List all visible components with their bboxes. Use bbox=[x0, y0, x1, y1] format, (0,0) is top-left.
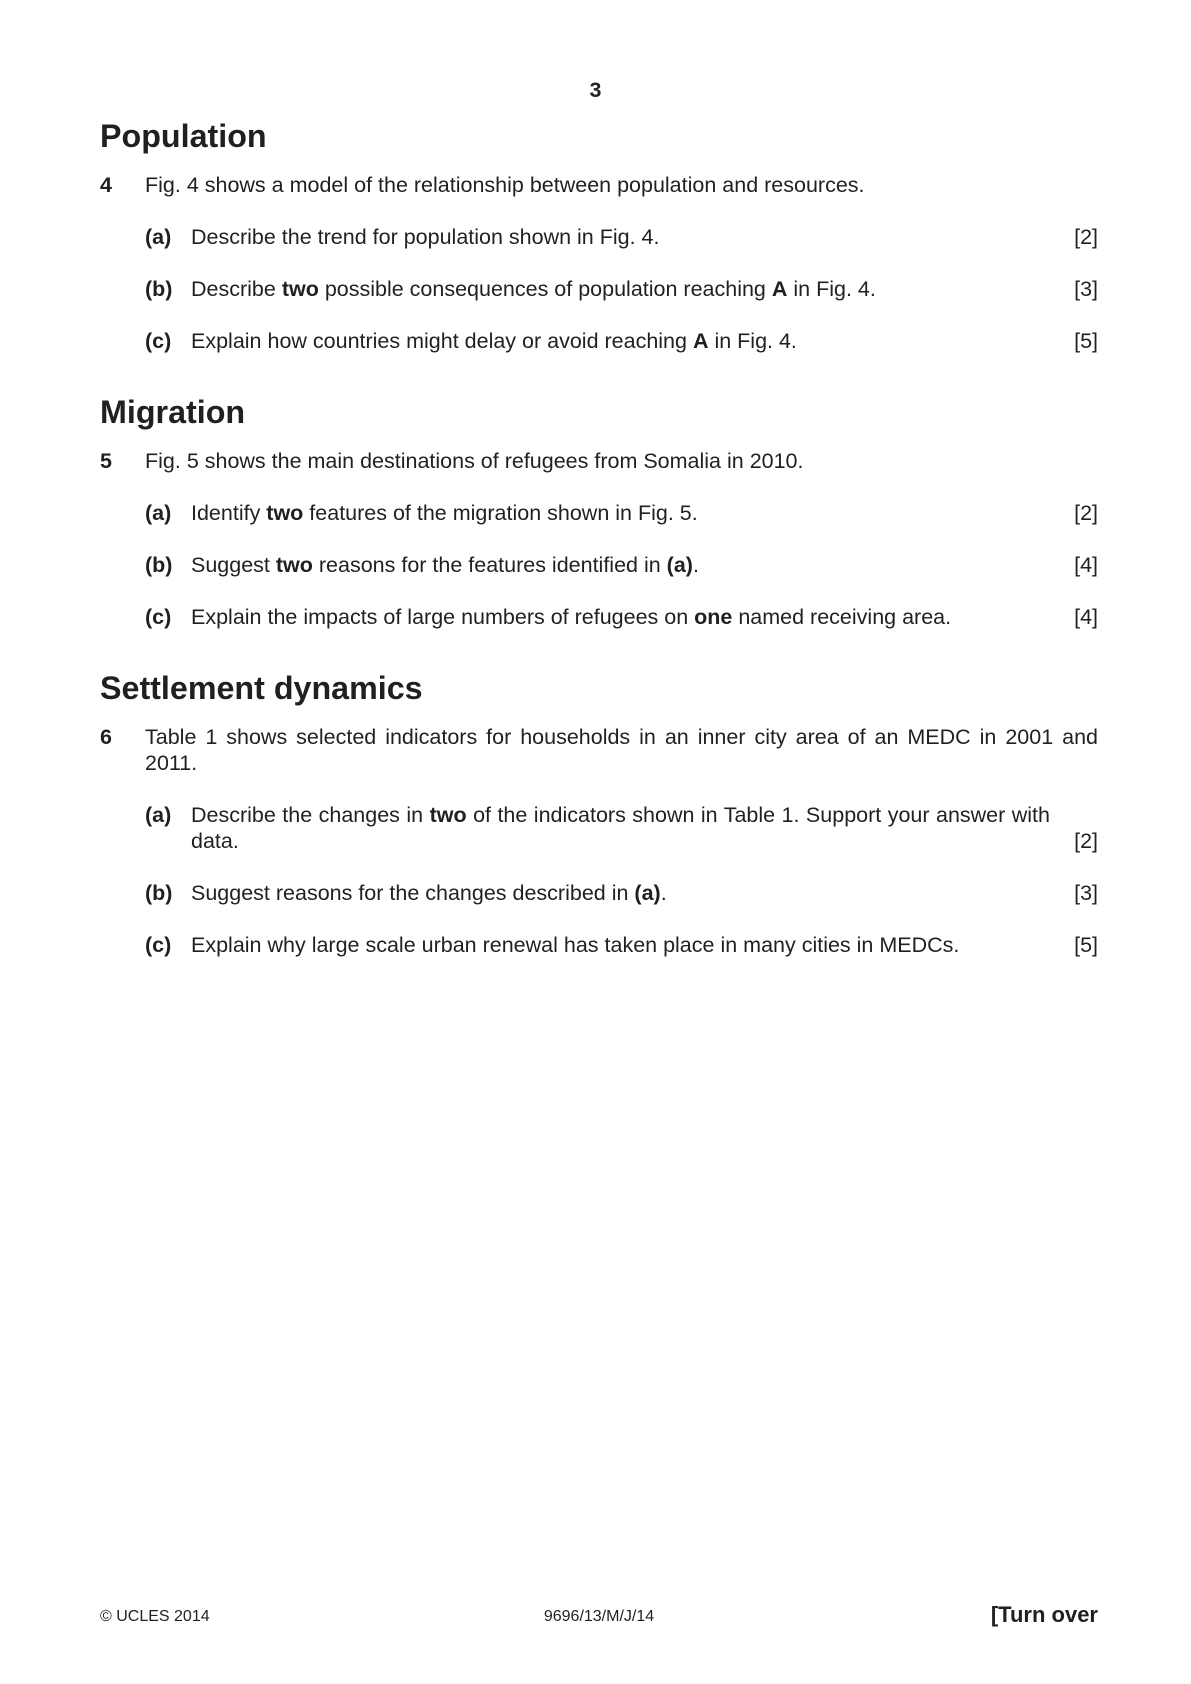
question-number: 6 bbox=[100, 725, 112, 749]
question-part bbox=[145, 802, 1098, 854]
part-text-emphasis: two bbox=[281, 277, 319, 301]
turn-over: [Turn over bbox=[990, 1602, 1098, 1627]
paper-code: 9696/13/M/J/14 bbox=[543, 1608, 655, 1625]
part-text-emphasis: two bbox=[275, 553, 313, 577]
part-text bbox=[191, 880, 1098, 906]
part-label: (c) bbox=[145, 329, 172, 353]
part-text-segment: Identify bbox=[191, 501, 267, 525]
part-text-emphasis: (a) bbox=[634, 881, 661, 905]
section-population bbox=[100, 118, 1098, 354]
question-part bbox=[145, 880, 1098, 906]
part-text-emphasis: two bbox=[266, 501, 304, 525]
part-text-segment: Explain how countries might delay or avoid reaching bbox=[191, 329, 693, 353]
question-content bbox=[100, 118, 1098, 1002]
question-part bbox=[145, 328, 1098, 354]
part-text-segment: Explain why large scale urban renewal has taken place in many cities in MEDCs. bbox=[191, 933, 960, 957]
question-4 bbox=[100, 172, 1098, 198]
page-number: 3 bbox=[589, 78, 602, 102]
section-migration bbox=[100, 394, 1098, 630]
part-label: (b) bbox=[145, 277, 173, 301]
marks: [2] bbox=[1074, 225, 1098, 249]
section-heading: Population bbox=[100, 118, 267, 154]
part-text bbox=[191, 276, 1098, 302]
question-intro: Fig. 5 shows the main destinations of refugees from Somalia in 2010. bbox=[145, 449, 804, 473]
question-6 bbox=[100, 724, 1098, 776]
marks: [5] bbox=[1074, 329, 1098, 353]
part-text bbox=[191, 500, 1098, 526]
marks: [2] bbox=[1074, 829, 1098, 853]
part-text-segment: in Fig. 4. bbox=[787, 277, 876, 301]
part-text-segment: possible consequences of population reaching bbox=[318, 277, 772, 301]
question-part bbox=[145, 500, 1098, 526]
part-text bbox=[191, 802, 1098, 854]
part-text-segment: Explain the impacts of large numbers of refugees on bbox=[191, 605, 695, 629]
part-text-emphasis: one bbox=[694, 605, 733, 629]
part-text bbox=[191, 224, 1098, 250]
part-text-segment: features of the migration shown in Fig. 5. bbox=[303, 501, 698, 525]
question-part bbox=[145, 224, 1098, 250]
copyright: © UCLES 2014 bbox=[100, 1608, 210, 1625]
part-text-segment: . bbox=[660, 881, 667, 905]
page-footer bbox=[100, 1600, 1098, 1630]
part-text-emphasis: (a) bbox=[666, 553, 693, 577]
part-text-segment: Suggest bbox=[191, 553, 276, 577]
part-text bbox=[191, 328, 1098, 354]
part-text-emphasis: A bbox=[692, 329, 709, 353]
question-number: 5 bbox=[100, 449, 112, 473]
part-text-segment: named receiving area. bbox=[732, 605, 952, 629]
part-text-segment: in Fig. 4. bbox=[708, 329, 797, 353]
section-heading: Settlement dynamics bbox=[100, 670, 423, 706]
question-intro: Fig. 4 shows a model of the relationship between population and resources. bbox=[145, 173, 865, 197]
question-part bbox=[145, 932, 1098, 958]
marks: [4] bbox=[1074, 605, 1098, 629]
question-5 bbox=[100, 448, 1098, 474]
question-part bbox=[145, 552, 1098, 578]
part-text-segment: of the indicators shown in Table 1. Support your answer with data. bbox=[191, 803, 1050, 853]
part-text-segment: reasons for the features identified in bbox=[312, 553, 667, 577]
question-intro: Table 1 shows selected indicators for households in an inner city area of an MEDC in 2001 and 2011. bbox=[145, 725, 1098, 775]
part-text-segment: Describe the trend for population shown in Fig. 4. bbox=[191, 225, 660, 249]
section-settlement-dynamics bbox=[100, 670, 1098, 958]
part-label: (a) bbox=[145, 501, 172, 525]
part-text bbox=[191, 552, 1098, 578]
marks: [3] bbox=[1074, 277, 1098, 301]
part-text-segment: . bbox=[692, 553, 699, 577]
part-text-emphasis: two bbox=[429, 803, 467, 827]
question-part bbox=[145, 276, 1098, 302]
part-label: (c) bbox=[145, 933, 172, 957]
marks: [5] bbox=[1074, 933, 1098, 957]
marks: [2] bbox=[1074, 501, 1098, 525]
marks: [3] bbox=[1074, 881, 1098, 905]
part-label: (b) bbox=[145, 881, 173, 905]
part-label: (a) bbox=[145, 803, 172, 827]
section-heading: Migration bbox=[100, 394, 246, 430]
part-text bbox=[191, 604, 1098, 630]
part-label: (b) bbox=[145, 553, 173, 577]
question-number: 4 bbox=[100, 173, 112, 197]
part-label: (a) bbox=[145, 225, 172, 249]
part-text-segment: Describe the changes in bbox=[191, 803, 430, 827]
part-text-emphasis: A bbox=[771, 277, 788, 301]
marks: [4] bbox=[1074, 553, 1098, 577]
part-text-segment: Suggest reasons for the changes described in bbox=[191, 881, 635, 905]
part-text bbox=[191, 932, 1098, 958]
part-text-segment: Describe bbox=[191, 277, 282, 301]
part-label: (c) bbox=[145, 605, 172, 629]
question-part bbox=[145, 604, 1098, 630]
